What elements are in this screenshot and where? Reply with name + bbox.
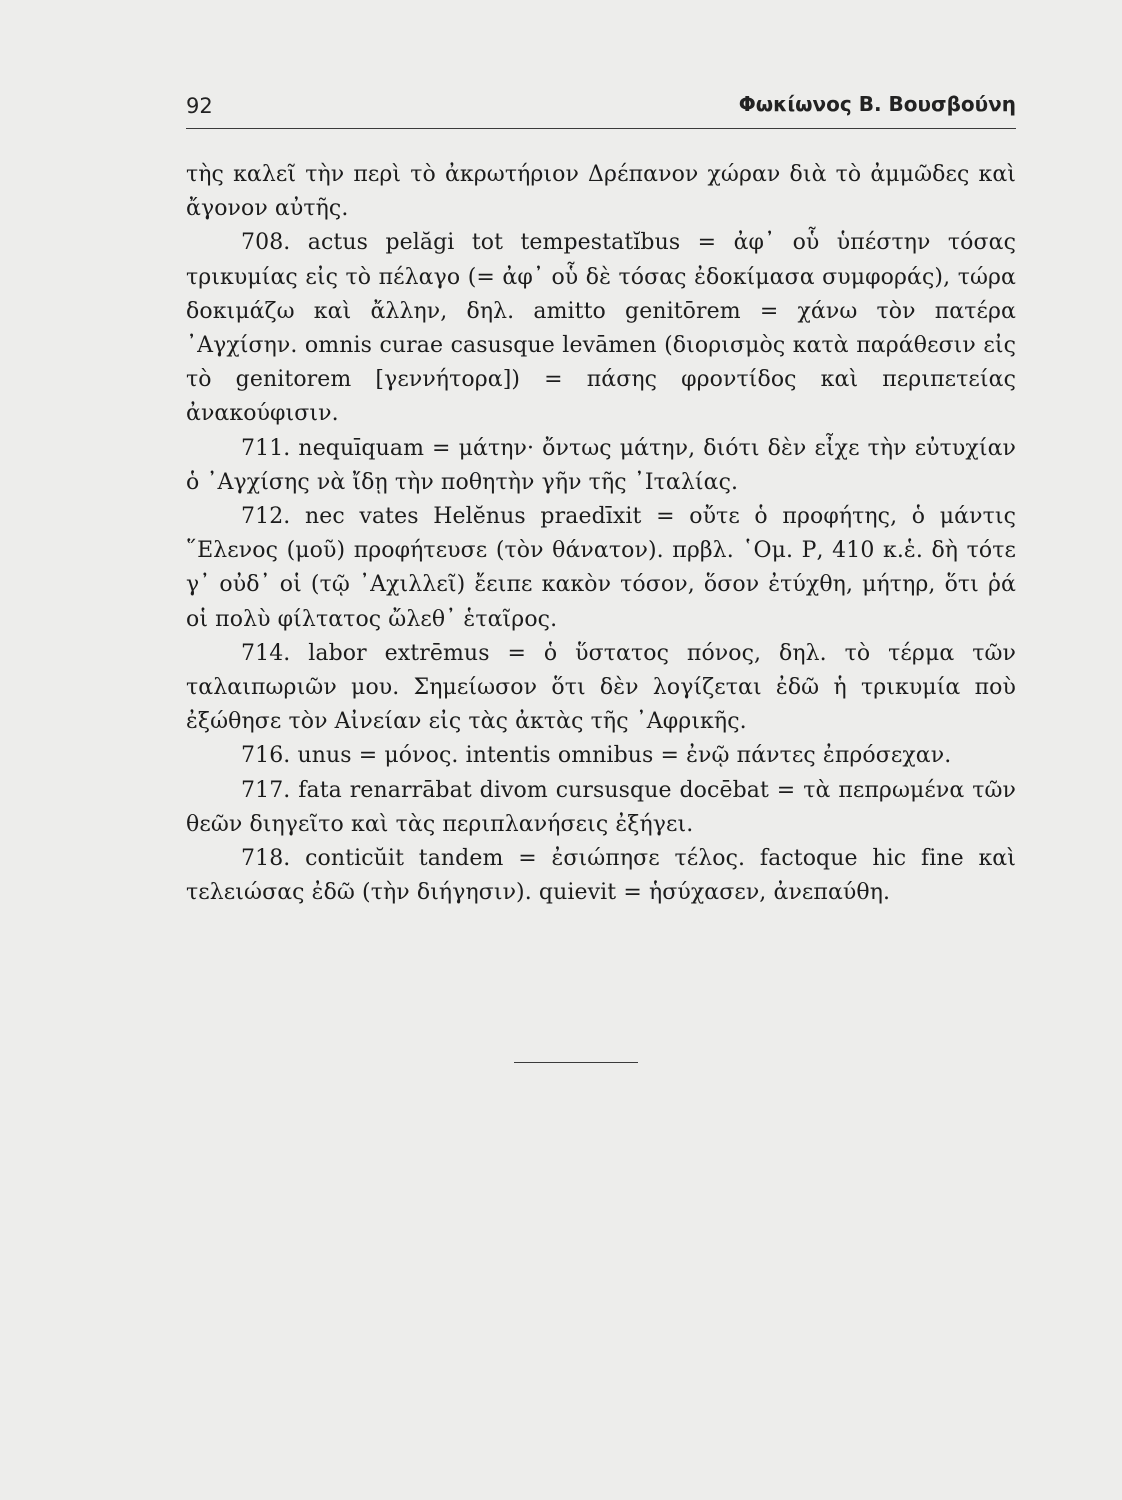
note-712: 712. nec vates Helĕnus praedīxit = οὔτε ὁ προφήτης, ὁ μάντις ῞Ελενος (μοῦ) προφήτευσε (τὸν θάνατον). πρβλ. ῾Ομ. Ρ, 410 κ.ἑ. δὴ τότε γ᾿ οὐδ᾿ οἱ (τῷ ᾿Αχιλλεῖ) ἔειπε κακὸν τόσον, ὅσον ἐτύχθη, μήτηρ, ὅτι ῥά οἱ πολὺ φίλτατος ὤλεθ᾿ ἑταῖρος. [186,504,1016,632]
note-708: 708. actus pelăgi tot tempestatĭbus = ἀφ᾿ οὗ ὑπέστην τόσας τρικυμίας εἰς τὸ πέλαγο (= ἀφ᾿ οὗ δὲ τόσας ἐδοκίμασα συμφοράς), τώρα δοκιμάζω καὶ ἄλλην, δηλ. amitto genitōrem = χάνω τὸν πατέρα ᾿Αγχίσην. omnis curae casusque levāmen (διορισμὸς κατὰ παράθεσιν εἰς τὸ genitorem [γεννήτορα]) = πάσης φροντίδος καὶ περιπετείας ἀνακούφισιν. [186,230,1016,427]
end-of-section-rule [514,1062,638,1063]
note-718: 718. conticŭit tandem = ἐσιώπησε τέλος. factoque hic fine καὶ τελειώσας ἐδῶ (τὴν διήγησιν). quievit = ἡσύχασεν, ἀνεπαύθη. [186,846,1016,906]
note-714: 714. labor extrēmus = ὁ ὕστατος πόνος, δηλ. τὸ τέρμα τῶν ταλαιπωριῶν μου. Σημείωσον ὅτι δὲν λογίζεται ἐδῶ ἡ τρικυμία ποὺ ἐξώθησε τὸν Αἰνείαν εἰς τὰς ἀκτὰς τῆς ᾿Αφρικῆς. [186,640,1016,735]
page-number: 92 [186,94,213,118]
paragraph-continuation: τὴς καλεῖ τὴν περὶ τὸ ἀκρωτήριον Δρέπανον χώραν διὰ τὸ ἀμμῶδες καὶ ἄγονον αὐτῆς. [186,162,1016,222]
running-title: Φωκίωνος Β. Βουσβούνη [738,92,1016,116]
note-711: 711. nequīquam = μάτην· ὄντως μάτην, διότι δὲν εἶχε τὴν εὐτυχίαν ὁ ᾿Αγχίσης νὰ ἴδῃ τὴν ποθητὴν γῆν τῆς ᾿Ιταλίας. [186,435,1016,495]
page-header [186,92,1016,129]
commentary-text [186,158,1016,910]
note-717: 717. fata renarrābat divom cursusque docēbat = τὰ πεπρωμένα τῶν θεῶν διηγεῖτο καὶ τὰς περιπλανήσεις ἐξήγει. [186,777,1016,837]
note-716: 716. unus = μόνος. intentis omnibus = ἐνῷ πάντες ἐπρόσεχαν. [241,743,952,769]
